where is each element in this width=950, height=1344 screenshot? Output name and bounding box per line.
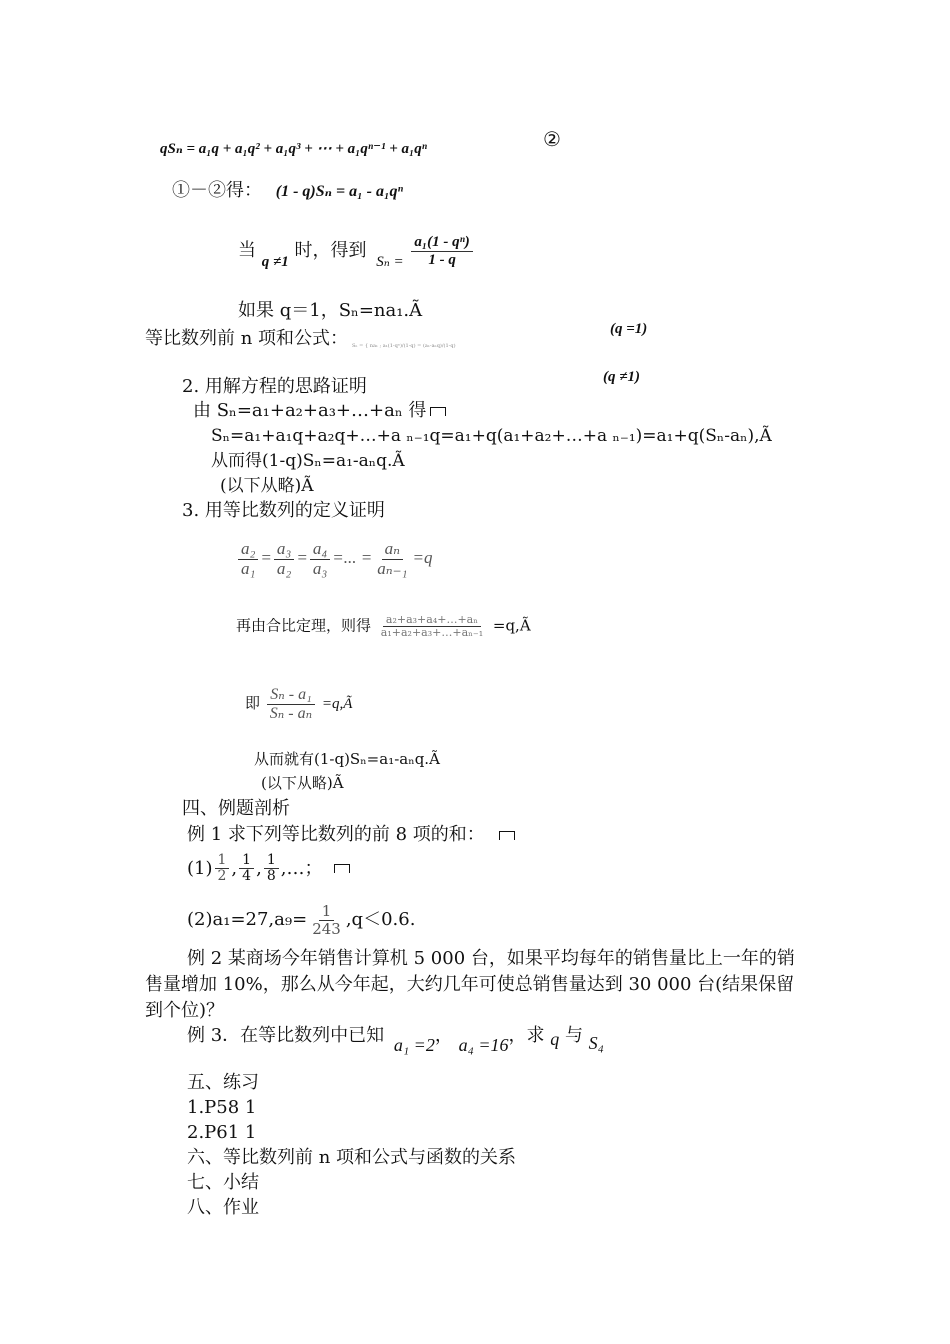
- frac-half-den: 2: [217, 868, 227, 885]
- condition-q-not-1: (q ≠1): [603, 369, 640, 385]
- sum-fraction: [411, 234, 472, 268]
- ji-numerator: Sₙ - a₁: [267, 686, 314, 705]
- hebi-label: 再由合比定理，则得: [236, 616, 372, 635]
- section-8-heading: 八、作业: [187, 1197, 259, 1218]
- example-3-ask: ，求: [508, 1025, 545, 1046]
- ji-line: [245, 686, 352, 722]
- ji-label: 即: [245, 694, 261, 713]
- unknown-s4: S₄: [588, 1033, 604, 1053]
- when-mid-text: 时，得到: [294, 240, 367, 261]
- paragraph-mark-icon: [499, 831, 515, 840]
- section-4-heading: 四、例题剖析: [182, 798, 290, 819]
- frac-quarter-den: 4: [242, 868, 252, 885]
- example-1-text: 例 1 求下列等比数列的前 8 项的和：: [187, 824, 485, 845]
- part-2-text: (2)a₁=27,a₉=: [187, 909, 308, 930]
- example-1: [187, 824, 515, 846]
- condition-q-equals-1: (q =1): [610, 321, 648, 337]
- subtract-step: [172, 180, 403, 202]
- frac-eighth-den: 8: [266, 868, 276, 885]
- section-5-heading: 五、练习: [187, 1072, 259, 1093]
- omitted-note-1: (以下从略)Ã: [220, 476, 314, 496]
- thus-line-1: 从而得(1-q)Sₙ=a₁-aₙq.Ã: [211, 451, 405, 471]
- from-sn-line: [193, 400, 446, 422]
- exercise-2: 2.P61 1: [187, 1122, 257, 1143]
- formula-label: 等比数列前 n 项和公式：: [145, 328, 349, 349]
- frac-eighth-num: 1: [264, 853, 279, 869]
- part-1-suffix: ,…；: [280, 857, 323, 879]
- omitted-note-2: (以下从略)Ã: [261, 774, 344, 792]
- hebi-fraction: [378, 614, 486, 639]
- paragraph-mark-icon: [430, 407, 446, 416]
- sum-fraction-denominator: 1 - q: [428, 251, 456, 268]
- subtract-formula: (1 - q)Sₙ = a₁ - a₁qⁿ: [275, 183, 404, 200]
- sn-equals: Sₙ =: [376, 254, 404, 270]
- example-3-text: 例 3．在等比数列中已知: [187, 1025, 385, 1046]
- example-3: 例 3．在等比数列中已知 a₁ =2， a₄ =16，求 q 与 S₄: [187, 1025, 604, 1055]
- given-a1: a₁ =2: [393, 1035, 435, 1055]
- hebi-suffix: =q,Ã: [492, 616, 531, 635]
- subtract-label: ①－②得：: [172, 180, 262, 201]
- a9-numerator: 1: [319, 903, 335, 921]
- sum-fraction-numerator: a₁(1 - qⁿ): [411, 234, 472, 252]
- part-1-label: (1): [187, 857, 213, 879]
- sn-expansion: Sₙ=a₁+a₁q+a₂q+…+a ₙ₋₁q=a₁+q(a₁+a₂+…+a ₙ₋₁)=a₁+q(Sₙ-aₙ),Ã: [211, 426, 772, 446]
- ratio-chain: $\frac{\text{a₂}}{\text{a₁}}$ = $\frac{\text{a₃}}{\text{a₂}}$ = $\frac{\text{a₄}}{\text{a₃}}$ =... = $\frac{\text{aₙ}}{\text{aₙ₋₁}}$ =q: [236, 540, 432, 578]
- exercise-1: 1.P58 1: [187, 1097, 257, 1118]
- when-condition: q ≠1: [261, 254, 289, 270]
- example-3-and: 与: [564, 1025, 583, 1046]
- frac-half-num: 1: [215, 853, 230, 869]
- section-6-heading: 六、等比数列前 n 项和公式与函数的关系: [187, 1147, 517, 1168]
- when-q-ne-1-line: [238, 234, 475, 268]
- section-7-heading: 七、小结: [187, 1172, 259, 1193]
- paragraph-mark-icon: [334, 864, 350, 873]
- section-2-heading: 2. 用解方程的思路证明: [182, 376, 367, 397]
- part-2-suffix: ,q＜0.6.: [345, 909, 416, 930]
- a9-denominator: 243: [312, 919, 341, 938]
- hebi-line: [236, 614, 531, 639]
- qsn-equation: qSₙ = a₁q + a₁q² + a₁q³ + ⋯ + a₁qⁿ⁻¹ + a₁qⁿ: [160, 141, 427, 157]
- piecewise-formula-image: Sₙ = { na₁ ; a₁(1-qⁿ)/(1-q) = (a₁-aₙq)/(1-q): [352, 343, 456, 349]
- section-3-heading: 3. 用等比数列的定义证明: [182, 500, 385, 521]
- ji-fraction: [267, 686, 315, 722]
- example-1-part-1: (1) $\frac{1}{2}$ , $\frac{1}{4}$ , $\frac{1}{8}$ ,…；: [187, 853, 350, 885]
- given-a4: a₄ =16: [458, 1035, 509, 1055]
- frac-quarter-num: 1: [239, 853, 254, 869]
- if-q-equals-1: 如果 q＝1，Sₙ=na₁.Ã: [238, 300, 423, 321]
- ji-suffix: =q,Ã: [321, 696, 353, 713]
- example-1-part-2: [187, 903, 415, 937]
- hebi-denominator: a₁+a₂+a₃+…+aₙ₋₁: [380, 626, 484, 640]
- equation-number-2: ②: [543, 127, 561, 151]
- ji-denominator: Sₙ - aₙ: [269, 704, 313, 722]
- hebi-numerator: a₂+a₃+a₄+…+aₙ: [383, 614, 481, 627]
- from-sn-text: 由 Sₙ=a₁+a₂+a₃+…+aₙ 得: [193, 400, 427, 421]
- unknown-q: q: [550, 1029, 560, 1049]
- example-2: 例 2 某商场今年销售计算机 5 000 台，如果平均每年的销售量比上一年的销售量增加 10%，那么从今年起，大约几年可使总销售量达到 30 000 台(结果保留到个位)？: [145, 948, 795, 1021]
- when-label: 当: [238, 240, 256, 261]
- thus-line-2: 从而就有(1-q)Sₙ=a₁-aₙq.Ã: [254, 750, 440, 768]
